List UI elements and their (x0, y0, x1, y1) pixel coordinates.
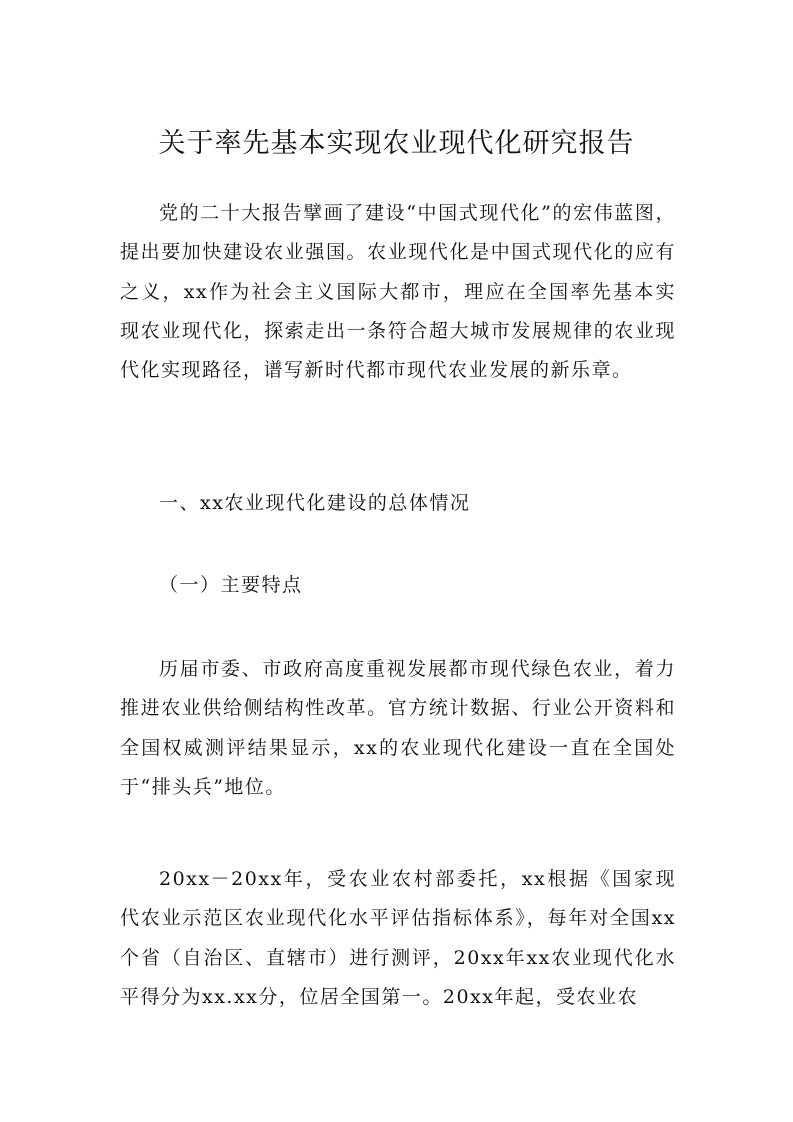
evaluation-paragraph: 20xx－20xx年，受农业农村部委托，xx根据《国家现代农业示范区农业现代化水平评估指标体系》，每年对全国xx个省（自治区、直辖市）进行测评，20xx年xx农业现代化水平得分为xx.xx分，位居全国第一。20xx年起，受农业农 (120, 868, 676, 1008)
section-heading-1: 一、xx农业现代化建设的总体情况 (159, 492, 471, 514)
intro-paragraph: 党的二十大报告擘画了建设“中国式现代化”的宏伟蓝图，提出要加快建设农业强国。农业现代化是中国式现代化的应有之义，xx作为社会主义国际大都市，理应在全国率先基本实现农业现代化，探索走出一条符合超大城市发展规律的农业现代化实现路径，谱写新时代都市现代农业发展的新乐章。 (120, 202, 676, 382)
features-paragraph: 历届市委、市政府高度重视发展都市现代绿色农业，着力推进农业供给侧结构性改革。官方统计数据、行业公开资料和全国权威测评结果显示，xx的农业现代化建设一直在全国处于“排头兵”地位。 (120, 658, 676, 798)
document-title: 关于率先基本实现农业现代化研究报告 (158, 128, 635, 159)
subsection-heading-1: （一）主要特点 (159, 574, 303, 596)
